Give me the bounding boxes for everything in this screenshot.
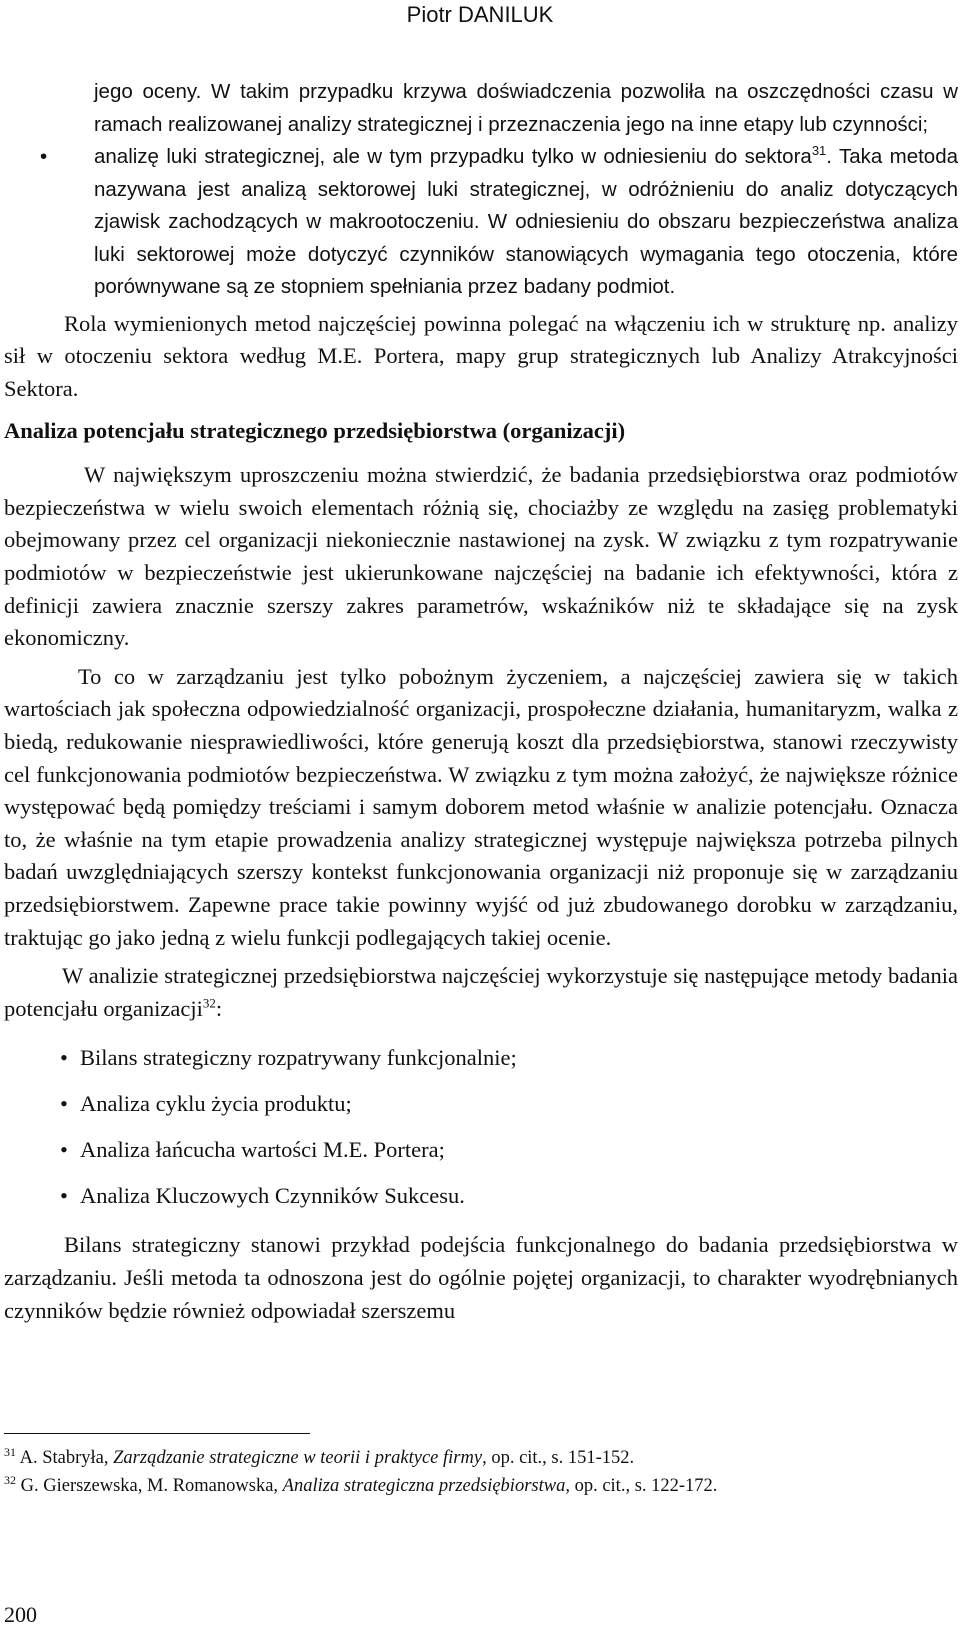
paragraph-3 [4, 960, 958, 1025]
main-text [4, 76, 958, 1327]
footnote-ref[interactable]: 31 [811, 143, 827, 159]
bullet-text-b: . Taka metoda nazywana jest analizą sektorowej luki strategicznej, w odróżnieniu do analiz dotyczących zjawisk zachodzących w makrootoczeniu. W odniesieniu do obszaru bezpieczeństwa analiza luki sektorowej może dotyczyć czynników stanowiących wymagania tego otoczenia, które porównywane są ze stopniem spełniania przez badany podmiot. [94, 145, 958, 298]
paragraph-4: Bilans strategiczny stanowi przykład podejścia funkcjonalnego do badania przedsiębiorstwa w zarządzaniu. Jeśli metoda ta odnoszona jest do ogólnie pojętej organizacji, to charakter wyodrębnianych czynników będzie również odpowiadał szerszemu [4, 1232, 958, 1323]
list-item-text: Analiza cyklu życia produktu; [80, 1091, 352, 1117]
footnote-separator [4, 1433, 310, 1434]
paragraph-rola: Rola wymienionych metod najczęściej powinna polegać na włączeniu ich w strukturę np. analizy sił w otoczeniu sektora według M.E. Portera, mapy grup strategicznych lub Analizy Atrakcyjności Sektora. [4, 310, 958, 401]
footnote-number: 32 [4, 1472, 16, 1487]
bullet-icon: • [60, 1045, 68, 1071]
list-item-text: Analiza Kluczowych Czynników Sukcesu. [80, 1183, 465, 1209]
footnote-title: Zarządzanie strategiczne w teorii i praktyce firmy [113, 1448, 483, 1468]
footnote-ref-text: , op. cit., s. 151-152. [482, 1448, 635, 1468]
page-number: 200 [4, 1602, 37, 1627]
section-heading: Analiza potencjału strategicznego przedsiębiorstwa (organizacji) [4, 418, 626, 444]
footnote-author: A. Stabryła, [16, 1448, 114, 1468]
bullet-icon: • [40, 145, 48, 168]
methods-list [4, 1043, 958, 1211]
list-item-text: Bilans strategiczny rozpatrywany funkcjonalnie; [80, 1045, 517, 1071]
bullet-icon: • [60, 1091, 68, 1117]
paragraph-3-tail: : [215, 995, 223, 1021]
bullet-icon: • [60, 1183, 68, 1209]
paragraph-2: To co w zarządzaniu jest tylko pobożnym życzeniem, a najczęściej zawiera się w takich wartościach jak społeczna odpowiedzialność organizacji, prospołeczne działania, humanitaryzm, walka z biedą, redukowanie niesprawiedliwości, które generują koszt dla przedsiębiorstwa, stanowi rzeczywisty cel funkcjonowania podmiotów bezpieczeństwa. W związku z tym można założyć, że największe różnice występować będą pomiędzy treściami i samym doborem metod właśnie w analizie potencjału. Oznacza to, że właśnie na tym etapie prowadzenia analizy strategicznej występuje największa potrzeba pilnych badań uwzględniających szerszy kontekst funkcjonowania organizacji niż proponuje się w zarządzaniu przedsiębiorstwem. Zapewne prace takie powinny wyjść od już zbudowanego dorobku w zarządzaniu, traktując go jako jedną z wielu funkcji podlegających takiej ocenie. [4, 663, 958, 950]
footnote-31 [4, 1446, 634, 1470]
list-item [4, 1089, 958, 1119]
bullet-text-a: analizę luki strategicznej, ale w tym przypadku tylko w odniesieniu do sektora [94, 145, 812, 168]
footnote-32 [4, 1474, 717, 1498]
list-item [4, 1043, 958, 1073]
paragraph-3-text: W analizie strategicznej przedsiębiorstwa najczęściej wykorzystuje się następujące metody badania potencjału organizacji [4, 963, 958, 1021]
bullet-continuation: jego oceny. W takim przypadku krzywa doświadczenia pozwoliła na oszczędności czasu w ramach realizowanej analizy strategicznej i przeznaczenia jego na inne etapy lub czynności; [94, 80, 958, 136]
list-item-text: Analiza łańcucha wartości M.E. Portera; [80, 1137, 445, 1163]
bullet-item-gap-analysis [4, 141, 958, 304]
paragraph-1: W największym uproszczeniu można stwierdzić, że badania przedsiębiorstwa oraz podmiotów bezpieczeństwa w wielu swoich elementach różnią się, chociażby ze względu na zasięg problematyki obejmowany przez cel organizacji niekoniecznie nastawionej na zysk. W związku z tym rozpatrywanie podmiotów w bezpieczeństwie jest ukierunkowane najczęściej na badanie ich efektywności, która z definicji zawiera znacznie szerszy zakres parametrów, wskaźników niż te składające się na zysk ekonomiczny. [4, 462, 958, 651]
footnote-ref[interactable]: 32 [202, 995, 216, 1011]
bullet-icon: • [60, 1137, 68, 1163]
footnote-author: G. Gierszewska, M. Romanowska, [16, 1476, 283, 1496]
footnote-ref-text: , op. cit., s. 122-172. [565, 1476, 718, 1496]
list-item [4, 1181, 958, 1211]
running-header: Piotr DANILUK [406, 2, 554, 27]
footnote-number: 31 [4, 1444, 16, 1459]
list-item [4, 1135, 958, 1165]
footnote-title: Analiza strategiczna przedsiębiorstwa [282, 1476, 566, 1496]
